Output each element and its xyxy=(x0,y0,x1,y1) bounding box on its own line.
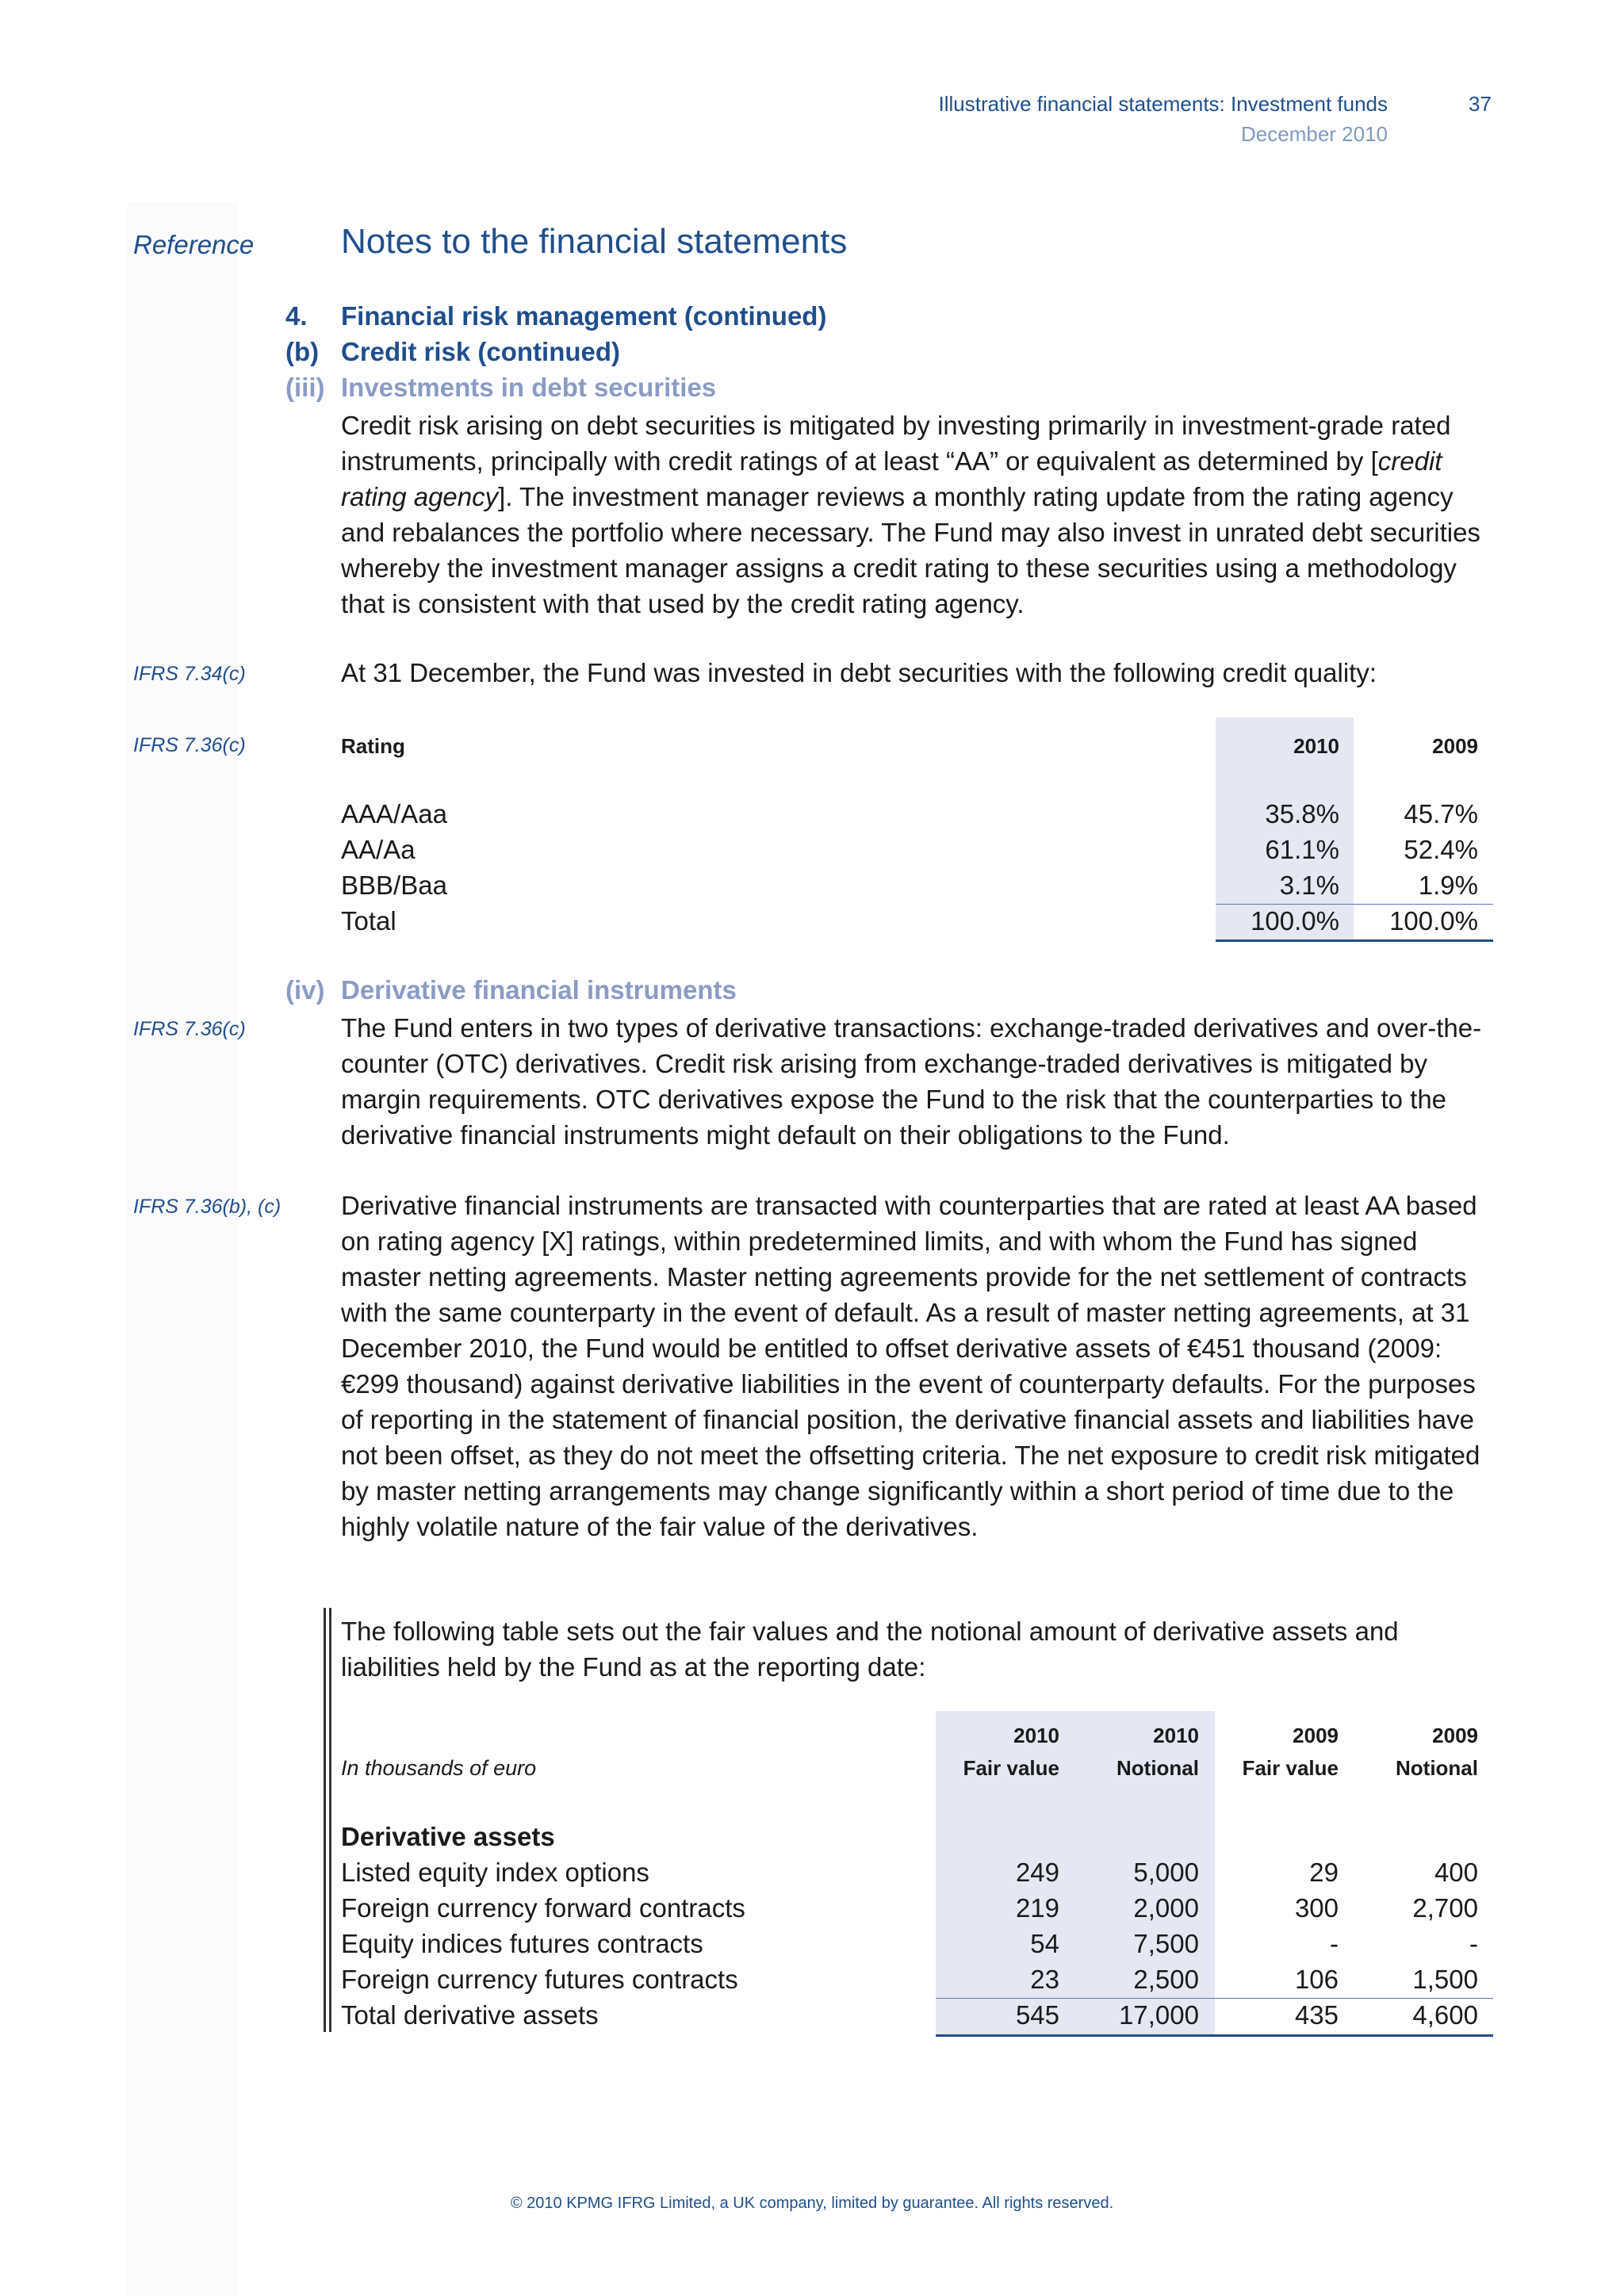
derivative-cell: 2,700 xyxy=(1412,1893,1478,1923)
reference-ifrs-7-36c: IFRS 7.36(c) xyxy=(133,734,246,756)
reference-column-band xyxy=(127,202,238,2296)
paragraph-netting-agreements: Derivative financial instruments are transacted with counterparties that are rated at least AA based on rating agency [X] ratings, within predetermined limits, and with whom the Fund has signed master netting agreements. Master netting agreements provide for the net settlement of contracts with the same counterparty in the event of default. As a result of master netting agreements, at 31 December 2010, the Fund would be entitled to offset derivative assets of €451 thousand (2009: €299 thousand) against derivative liabilities in the event of counterparty defaults. For the purposes of reporting in the statement of financial position, the derivative financial assets and liabilities have not been offset, as they do not meet the offsetting criteria. The net exposure to credit risk mitigated by master netting arrangements may change significantly within a short period of time due to the highly volatile nature of the fair value of the derivatives. xyxy=(341,1191,1480,1541)
derivative-cell: 249 xyxy=(1015,1858,1059,1887)
change-bar xyxy=(329,1608,331,2032)
rating-row-2009: 45.7% xyxy=(1404,799,1478,828)
paragraph-debt-securities: Credit risk arising on debt securities is mitigated by investing primarily in investment-grade rated instruments, principally with credit ratings of at least “AA” or equivalent as determined by [credit rating agency]. The investment manager reviews a monthly rating update from the rating agency and rebalances the portfolio where necessary. The Fund may also invest in unrated debt securities whereby the investment manager assigns a credit rating to these securities using a methodology that is consistent with that used by the credit rating agency. xyxy=(341,411,1480,618)
footer-copyright: © 2010 KPMG IFRG Limited, a UK company, limited by guarantee. All rights reserved. xyxy=(510,2195,1114,2212)
derivative-row-label: Foreign currency forward contracts xyxy=(341,1893,745,1923)
derivative-total-cell: 17,000 xyxy=(1119,2000,1199,2030)
derivative-cell: 300 xyxy=(1294,1893,1339,1923)
rating-total-rule xyxy=(1216,939,1493,942)
derivative-cell: 2,000 xyxy=(1133,1893,1199,1923)
rating-row-2010: 3.1% xyxy=(1279,871,1339,900)
heading-financial-risk: Financial risk management (continued) xyxy=(341,301,827,331)
derivative-cell: 106 xyxy=(1294,1965,1339,1994)
rating-total-label: Total xyxy=(341,906,396,936)
derivative-row-label: Listed equity index options xyxy=(341,1858,649,1887)
rating-header-2009: 2009 xyxy=(1432,734,1478,758)
rating-row-2010: 35.8% xyxy=(1265,799,1339,828)
paragraph-credit-quality-intro: At 31 December, the Fund was invested in debt securities with the following credit quality: xyxy=(341,658,1377,687)
heading-number-4: 4. xyxy=(285,301,308,331)
header-date: December 2010 xyxy=(1241,122,1388,146)
derivative-cell: 5,000 xyxy=(1133,1858,1199,1887)
reference-ifrs-7-36bc: IFRS 7.36(b), (c) xyxy=(133,1196,282,1218)
rating-total-2009: 100.0% xyxy=(1389,906,1478,936)
derivative-total-cell: 545 xyxy=(1015,2000,1059,2030)
derivative-total-cell: 435 xyxy=(1294,2000,1339,2030)
column-year: 2010 xyxy=(1013,1724,1059,1747)
column-type: Notional xyxy=(1116,1756,1199,1780)
heading-number-iii: (iii) xyxy=(285,373,325,402)
rating-total-2010: 100.0% xyxy=(1251,906,1339,936)
derivative-row-label: Foreign currency futures contracts xyxy=(341,1965,738,1994)
derivative-cell: - xyxy=(1469,1929,1478,1958)
paragraph-table-intro: The following table sets out the fair values and the notional amount of derivative assets and liabilities held by the Fund as at the reporting date: xyxy=(341,1617,1399,1682)
column-year: 2009 xyxy=(1293,1724,1339,1747)
derivative-total-cell: 4,600 xyxy=(1412,2000,1478,2030)
heading-debt-securities: Investments in debt securities xyxy=(341,373,717,402)
reference-ifrs-7-34c: IFRS 7.34(c) xyxy=(133,663,246,685)
derivative-cell: 29 xyxy=(1309,1858,1339,1887)
derivative-total-label: Total derivative assets xyxy=(341,2000,599,2030)
paragraph-derivative-types: The Fund enters in two types of derivative transactions: exchange-traded derivatives and over-the-counter (OTC) derivatives. Credit risk arising from exchange-traded derivatives is mitigated by margin requirements. OTC derivatives expose the Fund to the risk that the counterparties to the derivative financial instruments might default on their obligations to the Fund. xyxy=(341,1013,1482,1150)
derivative-cell: 2,500 xyxy=(1133,1965,1199,1994)
page-title: Notes to the financial statements xyxy=(341,222,848,261)
rating-header-label: Rating xyxy=(341,734,405,758)
rating-row-2010: 61.1% xyxy=(1265,835,1339,864)
heading-derivatives: Derivative financial instruments xyxy=(341,975,737,1004)
unit-label: In thousands of euro xyxy=(341,1756,537,1780)
rating-row-label: BBB/Baa xyxy=(341,871,447,900)
change-bar xyxy=(324,1608,326,2032)
derivative-cell: 54 xyxy=(1030,1929,1059,1958)
derivative-row-label: Equity indices futures contracts xyxy=(341,1929,703,1958)
heading-number-iv: (iv) xyxy=(285,975,325,1004)
derivatives-total-rule xyxy=(936,2034,1493,2037)
derivative-cell: 7,500 xyxy=(1133,1929,1199,1958)
reference-label: Reference xyxy=(133,230,255,259)
heading-number-b: (b) xyxy=(285,337,320,366)
derivative-cell: 400 xyxy=(1434,1858,1478,1887)
derivative-cell: 23 xyxy=(1030,1965,1059,1994)
rating-row-label: AAA/Aaa xyxy=(341,799,447,828)
heading-credit-risk: Credit risk (continued) xyxy=(341,337,621,366)
reference-ifrs-7-36c: IFRS 7.36(c) xyxy=(133,1018,246,1040)
derivative-cell: 1,500 xyxy=(1412,1965,1478,1994)
rating-row-2009: 52.4% xyxy=(1404,835,1478,864)
rating-subtotal-rule xyxy=(1216,904,1493,905)
derivative-cell: - xyxy=(1330,1929,1339,1958)
rating-row-2009: 1.9% xyxy=(1418,871,1478,900)
header-title: Illustrative financial statements: Investment funds xyxy=(938,92,1388,116)
column-type: Fair value xyxy=(1242,1756,1339,1780)
column-year: 2010 xyxy=(1153,1724,1199,1747)
column-type: Notional xyxy=(1396,1756,1478,1780)
derivatives-subtotal-rule xyxy=(936,1998,1493,1999)
rating-header-2010: 2010 xyxy=(1293,734,1339,758)
column-year: 2009 xyxy=(1432,1724,1478,1747)
column-type: Fair value xyxy=(963,1756,1059,1780)
rating-row-label: AA/Aa xyxy=(341,835,416,864)
page-number: 37 xyxy=(1469,92,1492,116)
section-derivative-assets: Derivative assets xyxy=(341,1822,555,1851)
derivative-cell: 219 xyxy=(1015,1893,1059,1923)
